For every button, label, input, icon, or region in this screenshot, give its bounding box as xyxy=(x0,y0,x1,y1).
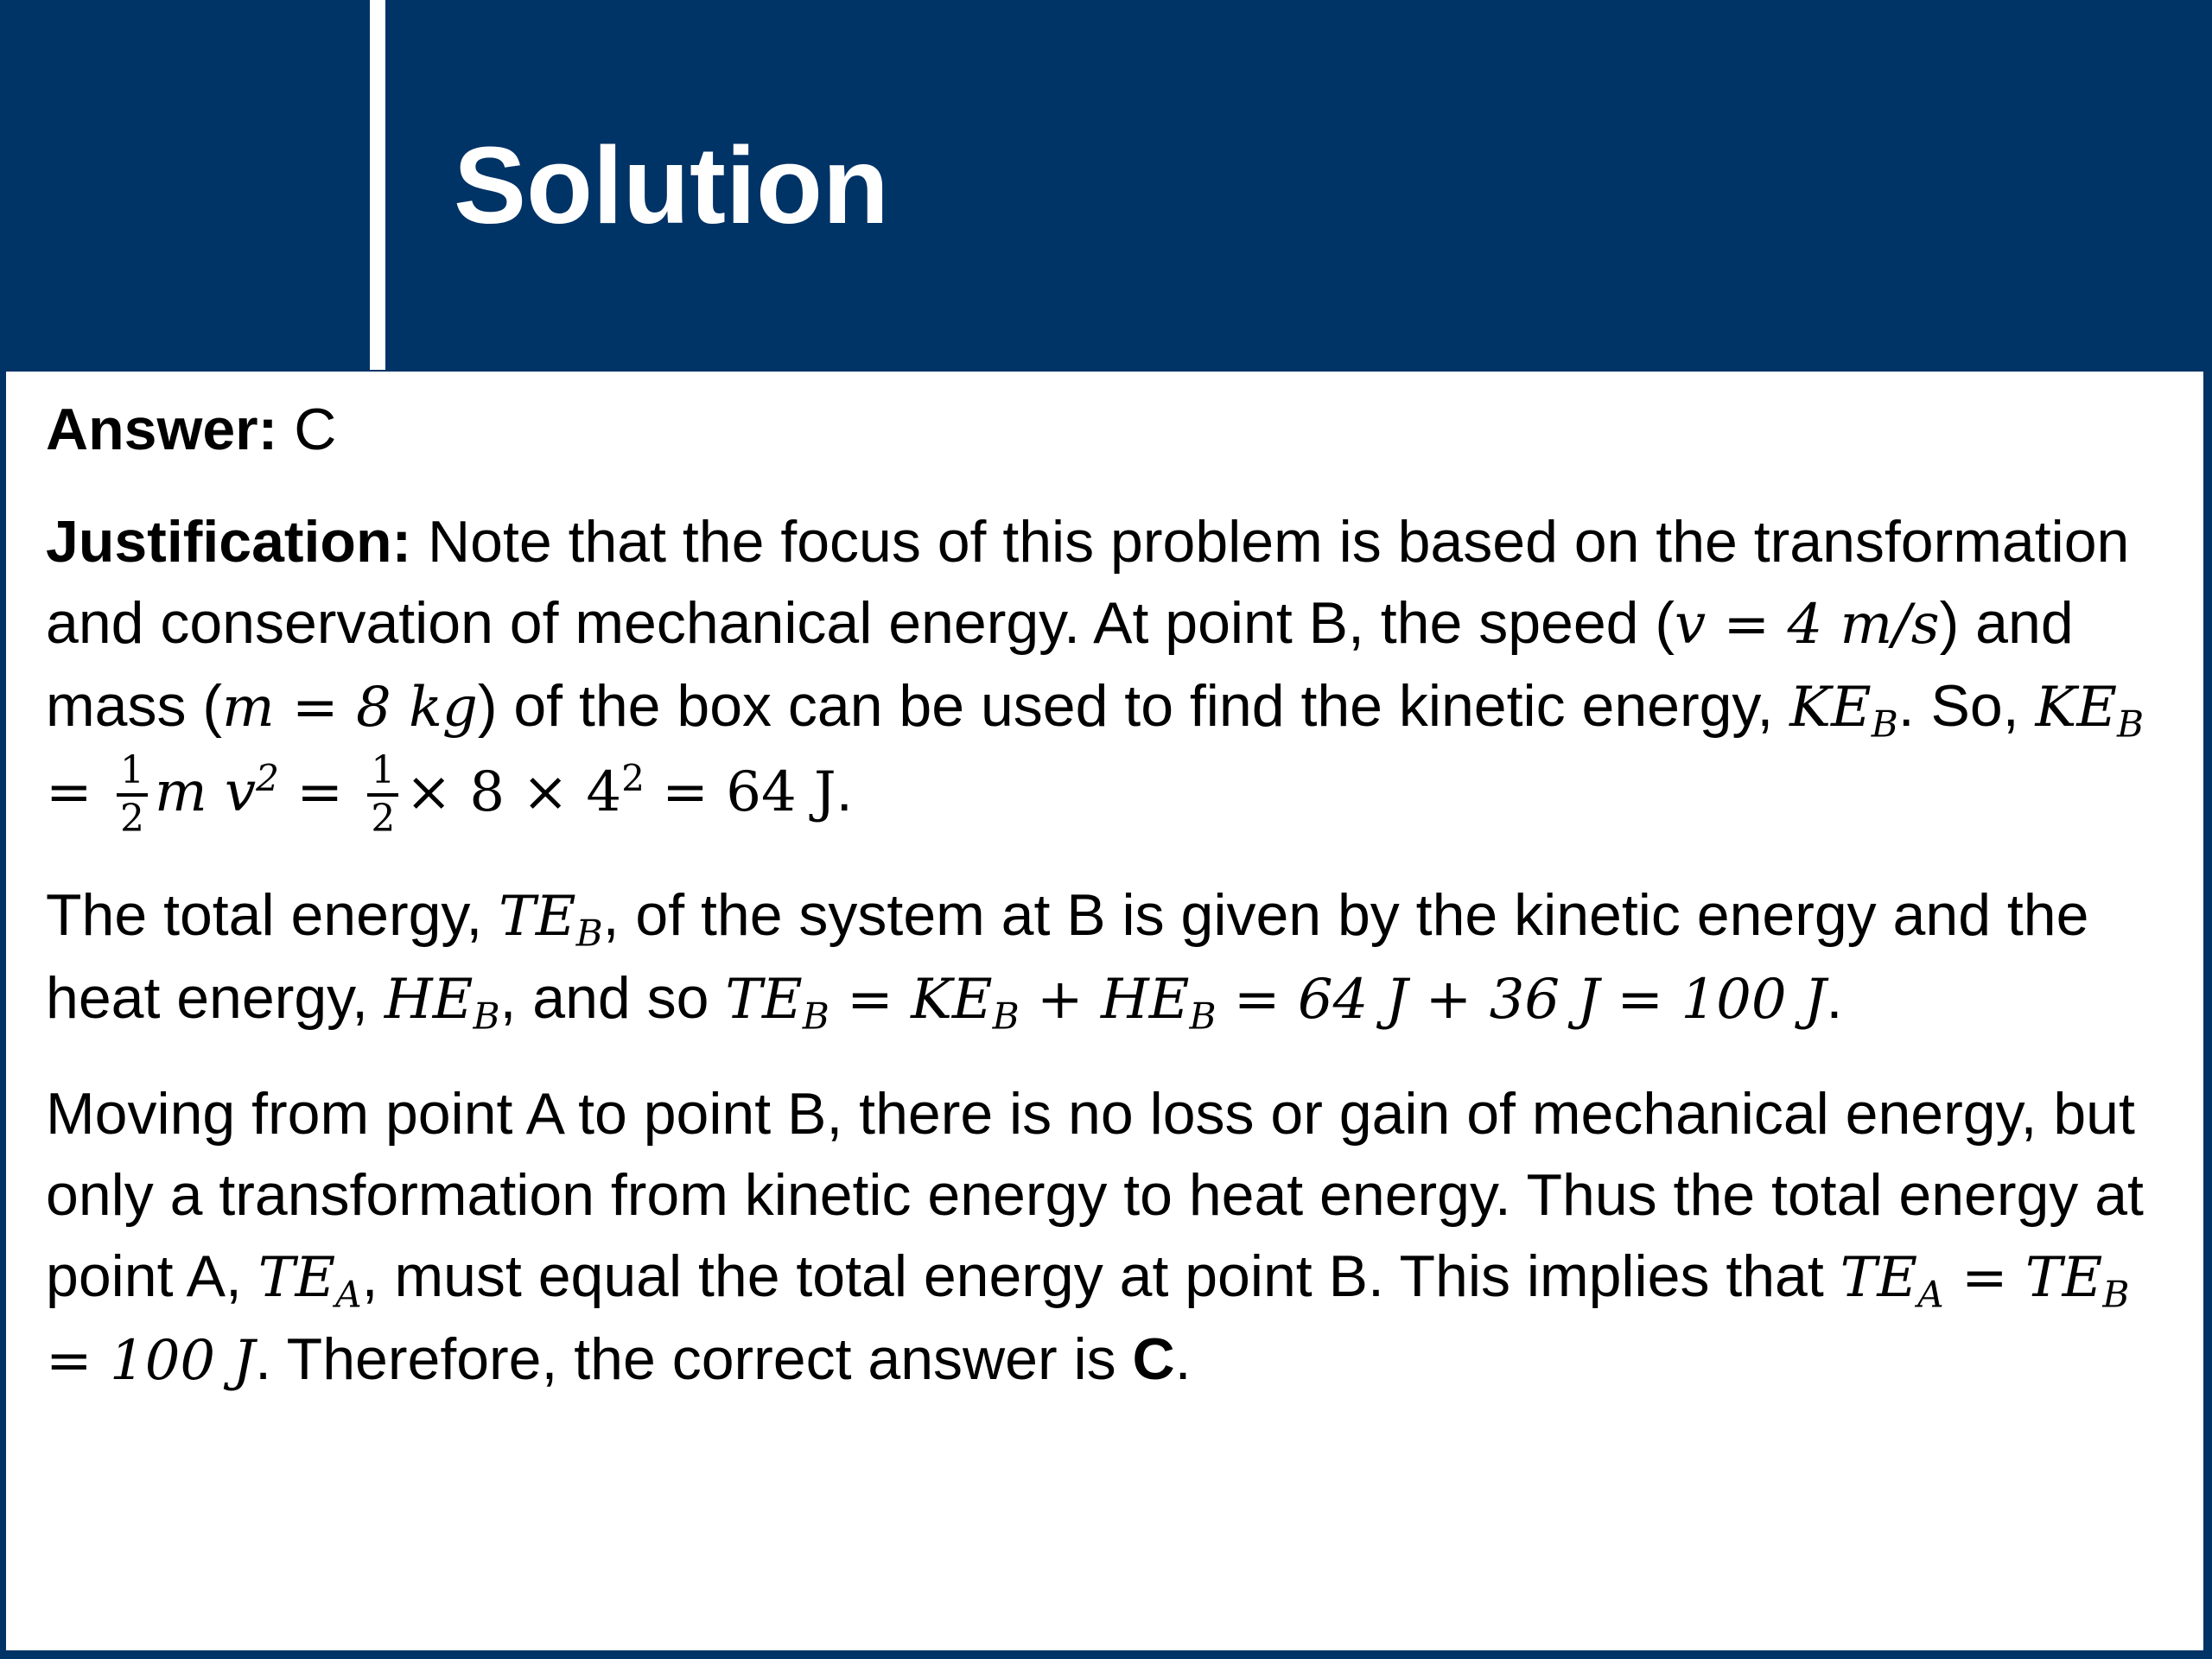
justification-text-4: . So, xyxy=(1897,673,2036,739)
total-energy-paragraph xyxy=(46,874,2164,1040)
math-product: × 8 × 4 xyxy=(405,760,622,824)
total-text-1: The total energy, xyxy=(46,882,499,948)
math-he-b xyxy=(384,968,500,1038)
math-te-symbol: TE xyxy=(257,1246,336,1310)
conclusion-text-4: . xyxy=(1174,1326,1192,1392)
math-conclusion-result: = 100 J xyxy=(46,1329,256,1393)
fraction-one-half xyxy=(117,748,148,842)
math-ke-subscript: B xyxy=(1871,702,1898,746)
answer-value: C xyxy=(294,397,337,462)
conclusion-paragraph xyxy=(46,1073,2164,1402)
total-text-3: , and so xyxy=(499,965,726,1031)
math-total-equation xyxy=(725,968,1827,1038)
math-te-subscript: B xyxy=(802,995,830,1038)
math-te-symbol: TE xyxy=(1840,1246,1918,1310)
fraction-one-half xyxy=(367,748,398,842)
math-total-result: = 64 J + 36 J = 100 J xyxy=(1216,968,1827,1032)
math-te-term: = TE xyxy=(1943,1246,2103,1310)
math-ke-subscript: B xyxy=(2117,702,2145,746)
math-ke-symbol: KE xyxy=(1789,676,1872,740)
header-divider xyxy=(370,0,385,370)
math-he-subscript: B xyxy=(473,995,500,1038)
math-mv2 xyxy=(154,756,361,824)
math-te-subscript: B xyxy=(2102,1273,2130,1316)
justification-text-3: ) of the box can be used to find the kinetic energy, xyxy=(477,673,1790,739)
math-te-b xyxy=(499,885,603,955)
justification-text-2: ) and mass ( xyxy=(46,590,2074,739)
justification-label: Justification: xyxy=(46,509,412,575)
header-banner xyxy=(0,0,2212,370)
math-exponent: 2 xyxy=(621,756,645,799)
conclusion-text-3: . Therefore, the correct answer is xyxy=(255,1326,1133,1392)
math-te-symbol: TE xyxy=(499,885,576,949)
math-equals: = xyxy=(279,760,361,824)
math-he-term: + HE xyxy=(1019,968,1190,1032)
math-calculation xyxy=(405,756,836,824)
math-he-subscript: B xyxy=(1189,995,1217,1038)
answer-label: Answer: xyxy=(46,397,278,462)
math-te-subscript: A xyxy=(335,1273,362,1316)
answer-line xyxy=(46,389,2164,470)
math-equals: = xyxy=(46,760,110,824)
math-speed: v = 4 m/s xyxy=(1675,593,1940,657)
math-te-a xyxy=(257,1246,362,1316)
justification-text-5: . xyxy=(836,757,853,823)
math-ke-symbol: KE xyxy=(2035,676,2118,740)
fraction-numerator: 1 xyxy=(117,748,148,797)
fraction-denominator: 2 xyxy=(371,797,396,841)
math-te-symbol: TE xyxy=(725,968,803,1032)
total-text-4: . xyxy=(1826,965,1843,1031)
page-title: Solution xyxy=(454,124,889,246)
math-mv: m v xyxy=(154,760,257,824)
conclusion-answer: C xyxy=(1132,1326,1175,1392)
fraction-numerator: 1 xyxy=(367,748,398,797)
math-result: = 64 J xyxy=(644,760,836,824)
math-te-subscript: B xyxy=(575,912,603,955)
math-exponent: 2 xyxy=(256,756,280,799)
conclusion-text-2: , must equal the total energy at point B. This implies that xyxy=(361,1243,1840,1309)
justification-paragraph xyxy=(46,501,2164,842)
justification-text-1: Note that the focus of this problem is based on the transformation and conservation of mechanical energy. At point B, the speed ( xyxy=(46,509,2130,656)
math-ke-subscript: B xyxy=(992,995,1020,1038)
math-mass: m = 8 kg xyxy=(222,676,478,740)
solution-panel xyxy=(6,372,2203,1650)
conclusion-text-1: Moving from point A to point B, there is no loss or gain of mechanical energy, but only a transformation from kinetic energy to heat energy. Thus the total energy at point A, xyxy=(46,1081,2144,1309)
math-te-subscript: A xyxy=(1917,1273,1944,1316)
math-ke-b xyxy=(1789,676,1898,746)
fraction-denominator: 2 xyxy=(119,797,144,841)
math-he-symbol: HE xyxy=(384,968,474,1032)
math-ke-term: = KE xyxy=(829,968,993,1032)
total-text-2: , of the system at B is given by the kinetic energy and the heat energy, xyxy=(46,882,2089,1031)
